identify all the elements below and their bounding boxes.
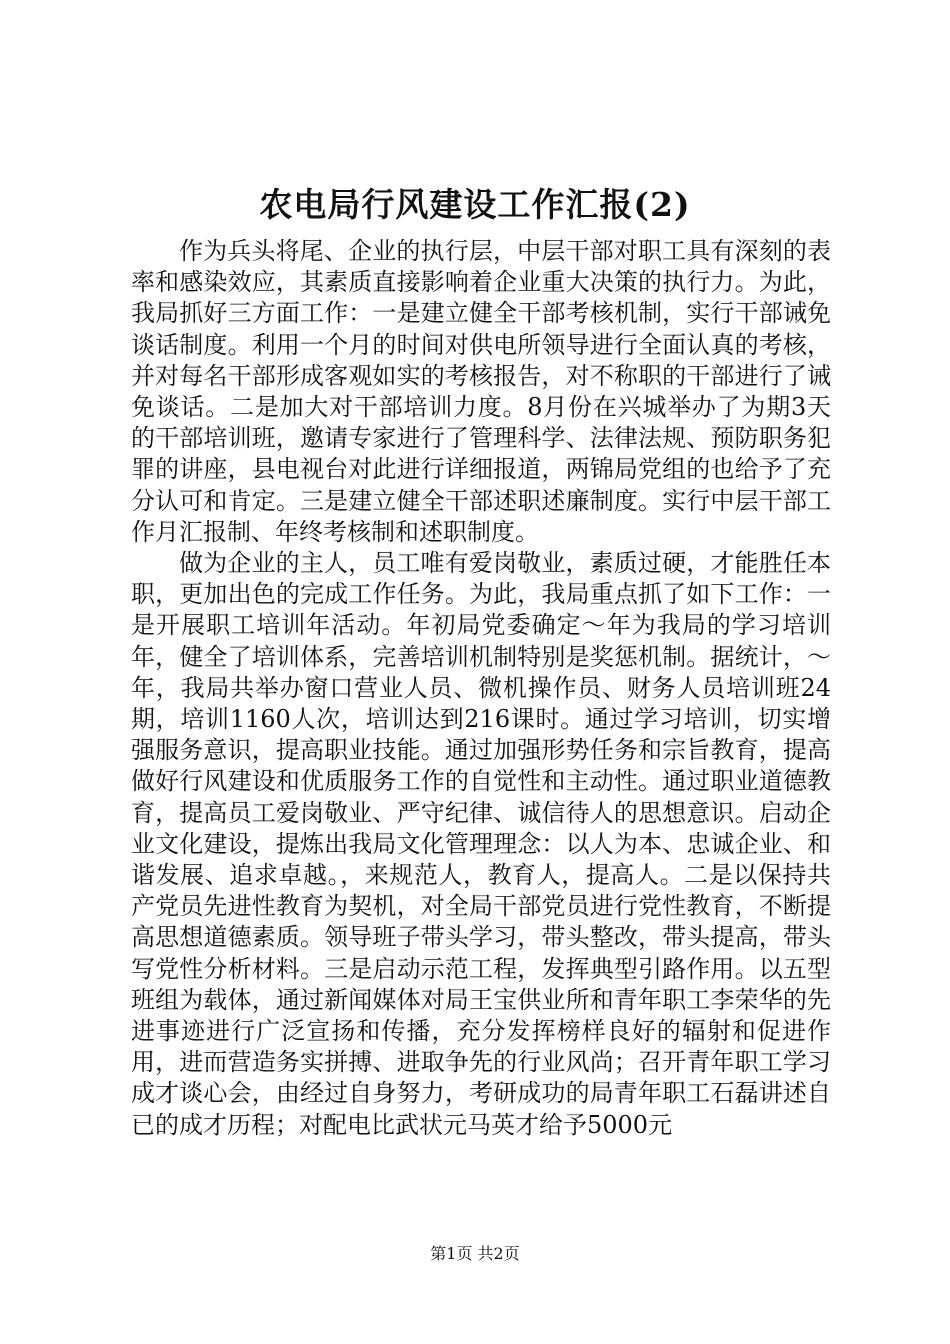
- page-number: 第1页 共2页: [430, 1244, 520, 1263]
- paragraph: 作为兵头将尾、企业的执行层，中层干部对职工具有深刻的表率和感染效应，其素质直接影响着企业重大决策的执行力。为此，我局抓好三方面工作：一是建立健全干部考核机制，实行干部诫免谈话制度。利用一个月的时间对供电所领导进行全面认真的考核，并对每名干部形成客观如实的考核报告，对不称职的干部进行了诫免谈话。二是加大对干部培训力度。8月份在兴城举办了为期3天的干部培训班，邀请专家进行了管理科学、法律法规、预防职务犯罪的讲座，县电视台对此进行详细报道，两锦局党组的也给予了充分认可和肯定。三是建立健全干部述职述廉制度。实行中层干部工作月汇报制、年终考核制和述职制度。: [131, 237, 831, 546]
- document-body: [131, 236, 831, 1141]
- paragraph: 做为企业的主人，员工唯有爱岗敬业，素质过硬，才能胜任本职，更加出色的完成工作任务。为此，我局重点抓了如下工作：一是开展职工培训年活动。年初局党委确定～年为我局的学习培训年，健全了培训体系，完善培训机制特别是奖惩机制。据统计，～年，我局共举办窗口营业人员、微机操作员、财务人员培训班24期，培训1160人次，培训达到216课时。通过学习培训，切实增强服务意识，提高职业技能。通过加强形势任务和宗旨教育，提高做好行风建设和优质服务工作的自觉性和主动性。通过职业道德教育，提高员工爱岗敬业、严守纪律、诚信待人的思想意识。启动企业文化建设，提炼出我局文化管理理念：以人为本、忠诚企业、和谐发展、追求卓越。，来规范人，教育人，提高人。二是以保持共产党员先进性教育为契机，对全局干部党员进行党性教育，不断提高思想道德素质。领导班子带头学习，带头整改，带头提高，带头写党性分析材料。三是启动示范工程，发挥典型引路作用。以五型班组为载体，通过新闻媒体对局王宝供业所和青年职工李荣华的先进事迹进行广泛宣扬和传播，充分发挥榜样良好的辐射和促进作用，进而营造务实拼搏、进取争先的行业风尚；召开青年职工学习成才谈心会，由经过自身努力，考研成功的局青年职工石磊讲述自已的成才历程；对配电比武状元马英才给予5000元: [131, 549, 831, 1139]
- document-title: 农电局行风建设工作汇报(2): [259, 185, 691, 224]
